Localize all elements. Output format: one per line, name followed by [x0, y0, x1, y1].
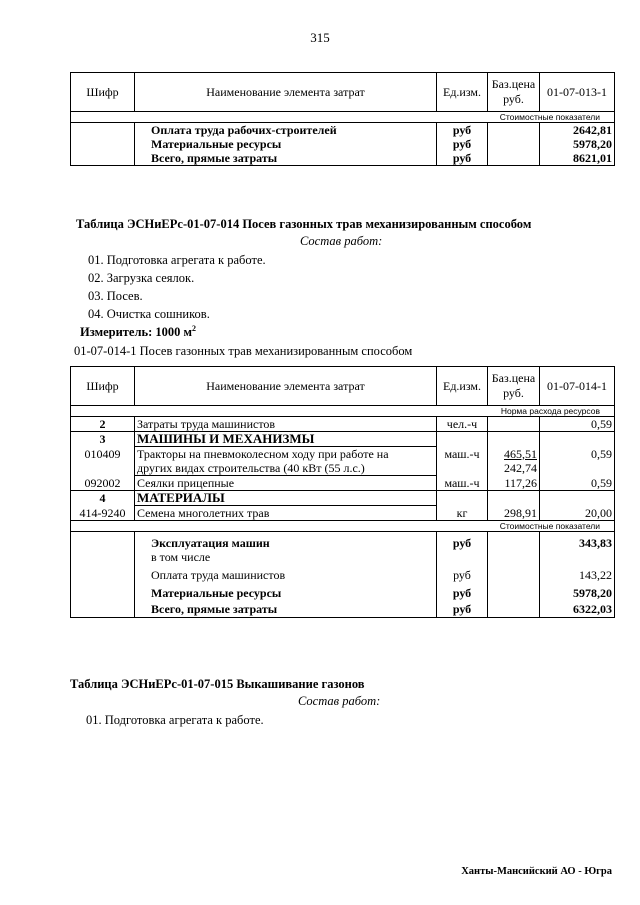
row-name: Оплата труда рабочих-строителей [135, 123, 437, 138]
table-row [71, 476, 615, 491]
row-unit: маш.-ч [437, 447, 488, 476]
table-row [71, 568, 615, 586]
row-code: 414-9240 [71, 506, 135, 521]
row-price: 117,26 [488, 476, 540, 491]
section-title: Таблица ЭСНиЕРс-01-07-015 Выкашивание газонов [70, 677, 365, 691]
row-code: 3 [71, 432, 135, 447]
row-name: Всего, прямые затраты [135, 151, 437, 166]
norm-line: 01-07-014-1 Посев газонных трав механизированным способом [74, 344, 413, 358]
row-name: Всего, прямые затраты [135, 602, 437, 618]
row-code: 010409 [71, 447, 135, 476]
header-name: Наименование элемента затрат [135, 367, 437, 406]
work-item: 01. Подготовка агрегата к работе. [86, 713, 264, 727]
row-name: Эксплуатация машин [135, 532, 437, 550]
section-label: Стоимостные показатели [71, 112, 615, 123]
row-unit: руб [437, 602, 488, 618]
table-row [71, 602, 615, 618]
table-row [71, 586, 615, 602]
header-norm-code: 01-07-014-1 [540, 367, 615, 406]
row-unit: руб [437, 532, 488, 550]
row-price: 298,91 [488, 506, 540, 521]
section-title: Таблица ЭСНиЕРс-01-07-014 Посев газонных трав механизированным способом [76, 217, 532, 231]
table-row [71, 432, 615, 447]
cost-label: Стоимостные показатели [71, 521, 615, 532]
row-name: Семена многолетних трав [135, 506, 437, 521]
header-unit: Ед.изм. [437, 73, 488, 112]
row-price: 465,51 242,74 [488, 447, 540, 476]
row-code: 092002 [71, 476, 135, 491]
row-name: Тракторы на пневмоколесном ходу при работе на других видах строительства (40 кВт (55 л.с.) [135, 447, 437, 476]
row-unit: руб [437, 151, 488, 166]
cost-table-01-07-014 [70, 366, 615, 618]
row-code: 2 [71, 417, 135, 432]
table-row [71, 123, 615, 138]
table-row [71, 417, 615, 432]
page-number: 315 [310, 30, 330, 45]
table-row [71, 506, 615, 521]
row-value: 5978,20 [540, 586, 615, 602]
table-header-row [71, 73, 615, 112]
meter-label: Измеритель: 1000 $м^2$ [80, 324, 197, 340]
work-item: 01. Подготовка агрегата к работе. [88, 253, 266, 267]
row-value: 2642,81 [540, 123, 615, 138]
work-item: 04. Очистка сошников. [88, 307, 210, 321]
row-unit: руб [437, 586, 488, 602]
table-row [71, 151, 615, 166]
row-value: 6322,03 [540, 602, 615, 618]
row-value: 143,22 [540, 568, 615, 586]
header-code: Шифр [71, 367, 135, 406]
row-unit: руб [437, 137, 488, 151]
row-name: Материальные ресурсы [135, 586, 437, 602]
row-name: Сеялки прицепные [135, 476, 437, 491]
table-row [71, 447, 615, 476]
row-unit: чел.-ч [437, 417, 488, 432]
row-value: 0,59 [540, 417, 615, 432]
row-value: 343,83 [540, 532, 615, 550]
footer-region: Ханты-Мансийский АО - Югра [461, 866, 612, 877]
cost-table-01-07-013 [70, 72, 615, 166]
table-row [71, 491, 615, 506]
row-value: 0,59 [540, 476, 615, 491]
work-item: 02. Загрузка сеялок. [88, 271, 195, 285]
row-value: 0,59 [540, 447, 615, 476]
table-header-row [71, 367, 615, 406]
row-value: 5978,20 [540, 137, 615, 151]
header-code: Шифр [71, 73, 135, 112]
group-heading: МАТЕРИАЛЫ [135, 491, 437, 506]
table-row [71, 532, 615, 550]
row-value: 8621,01 [540, 151, 615, 166]
table-row [71, 137, 615, 151]
work-item: 03. Посев. [88, 289, 143, 303]
row-unit: маш.-ч [437, 476, 488, 491]
work-heading: Состав работ: [298, 694, 381, 708]
header-name: Наименование элемента затрат [135, 73, 437, 112]
row-unit: руб [437, 568, 488, 586]
header-base-price: Баз.цена руб. [488, 367, 540, 406]
row-unit: кг [437, 506, 488, 521]
row-value: 20,00 [540, 506, 615, 521]
row-unit: руб [437, 123, 488, 138]
row-code: 4 [71, 491, 135, 506]
row-name: в том числе [135, 550, 437, 568]
group-heading: МАШИНЫ И МЕХАНИЗМЫ [135, 432, 437, 447]
row-name: Оплата труда машинистов [135, 568, 437, 586]
header-unit: Ед.изм. [437, 367, 488, 406]
work-heading: Состав работ: [300, 234, 383, 248]
row-name: Материальные ресурсы [135, 137, 437, 151]
norm-label: Норма расхода ресурсов [71, 406, 615, 417]
table-row [71, 550, 615, 568]
row-name: Затраты труда машинистов [135, 417, 437, 432]
header-norm-code: 01-07-013-1 [540, 73, 615, 112]
header-base-price: Баз.цена руб. [488, 73, 540, 112]
